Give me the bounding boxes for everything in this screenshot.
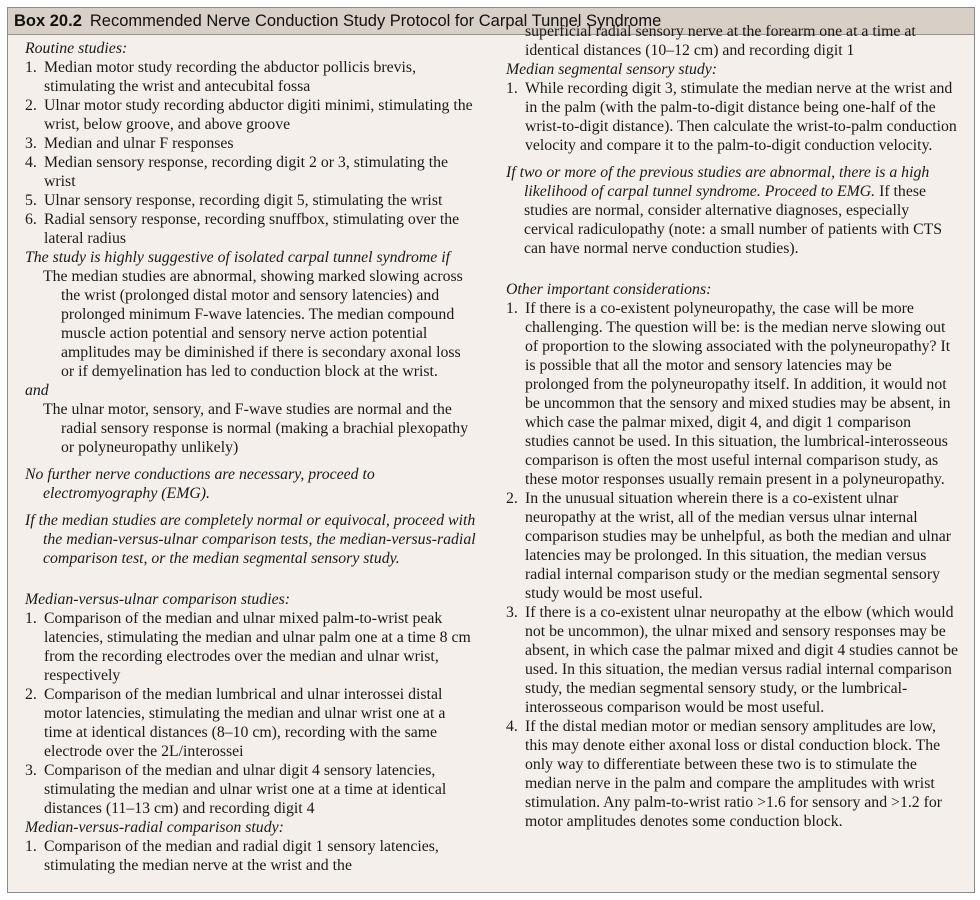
mvu-heading: Median-versus-ulnar comparison studies: — [25, 591, 291, 608]
routine-item: 1. Median motor study recording the abductor pollicis brevis, stimulating the wrist and antecubital fossa — [25, 59, 417, 95]
abnormal-italic-text: If two or more of the previous studies are abnormal, there is a high likelihood of carpal tunnel syndrome. Proceed to EMG. — [506, 164, 930, 200]
and-connector: and — [25, 382, 49, 399]
routine-item: 4. Median sensory response, recording digit 2 or 3, stimulating the wrist — [25, 154, 449, 190]
mvr-item: 1. Comparison of the median and radial digit 1 sensory latencies, stimulating the median nerve at the wrist and the — [25, 838, 439, 874]
routine-heading: Routine studies: — [25, 40, 128, 57]
box-number: Box 20.2 — [14, 11, 82, 30]
abnormal-rest-text: If these studies are normal, consider alternative diagnoses, especially cervical radiculopathy (note: a small number of patients with CTS can have normal nerve conduction studies). — [524, 183, 943, 257]
segmental-heading: Median segmental sensory study: — [506, 61, 718, 78]
mvu-item: 2. Comparison of the median lumbrical and ulnar interossei distal motor latencies, stimulating the median and ulnar wrist one at a time at identical distances (8–10 cm), recording with the same electrode over the 2L/interossei — [25, 686, 446, 760]
right-column — [506, 23, 958, 831]
mvu-item: 1. Comparison of the median and ulnar mixed palm-to-wrist peak latencies, stimulating the median and ulnar palm one at a time 8 cm from the recording electrodes over the median and ulnar wrist, respectively — [25, 610, 471, 684]
suggestive-median-text: The median studies are abnormal, showing marked slowing across the wrist (prolonged distal motor and sensory latencies) and prolonged minimum F-wave latencies. The median compound muscle action potential and sensory nerve action potential amplitudes may be diminished if there is secondary axonal loss or if demyelination has led to conduction block at the wrist. — [43, 268, 463, 380]
mvu-item: 3. Comparison of the median and ulnar digit 4 sensory latencies, stimulating the median and ulnar wrist one at a time at identical distances (11–13 cm) and recording digit 4 — [25, 762, 447, 817]
suggestive-heading: The study is highly suggestive of isolated carpal tunnel syndrome if — [25, 249, 451, 266]
if-normal-text: If the median studies are completely normal or equivocal, proceed with the median-versus-ulnar comparison tests, the median-versus-radial comparison test, or the median segmental sensory study. — [25, 512, 476, 567]
routine-item: 5. Ulnar sensory response, recording digit 5, stimulating the wrist — [25, 192, 443, 209]
suggestive-ulnar-text: The ulnar motor, sensory, and F-wave studies are normal and the radial sensory response is normal (making a brachial plexopathy or polyneuropathy unlikely) — [43, 401, 469, 456]
left-column — [25, 39, 477, 875]
segmental-item: 1. While recording digit 3, stimulate the median nerve at the wrist and in the palm (with the palm-to-digit distance being one-half of the wrist-to-digit distance). Then calculate the wrist-to-palm conduction velocity and compare it to the palm-to-digit conduction velocity. — [506, 80, 957, 154]
no-further-text: No further nerve conductions are necessary, proceed to electromyography (EMG). — [25, 466, 375, 502]
other-item: 3. If there is a co-existent ulnar neuropathy at the elbow (which would not be uncommon), the ulnar mixed and sensory responses may be absent, in which case the palmar mixed and digit 4 studies cannot be used. In this situation, the median versus radial internal comparison study, the median segmental sensory study, or the lumbrical-interosseous comparison would be most useful. — [506, 604, 958, 716]
other-item: 2. In the unusual situation wherein there is a co-existent ulnar neuropathy at the wrist, all of the median versus ulnar internal comparison studies may be unhelpful, as both the median and ulnar latencies may be prolonged. In this situation, the median versus radial internal comparison study or the median segmental sensory study would be most useful. — [506, 490, 951, 602]
box-title: Recommended Nerve Conduction Study Protocol for Carpal Tunnel Syndrome — [89, 11, 662, 30]
mvr-continued-text: superficial radial sensory nerve at the forearm one at a time at identical distances (10–12 cm) and recording digit 1 — [525, 23, 916, 59]
other-item: 4. If the distal median motor or median sensory amplitudes are low, this may denote either axonal loss or distal conduction block. The only way to differentiate between these two is to stimulate the median nerve in the palm and compare the amplitudes with wrist stimulation. Any palm-to-wrist ratio >1.6 for sensory and >1.2 for motor amplitudes denotes some conduction block. — [506, 718, 943, 830]
abnormal-text — [506, 163, 958, 258]
box-body — [8, 23, 974, 892]
routine-item: 2. Ulnar motor study recording abductor digiti minimi, stimulating the wrist, below groove, and above groove — [25, 97, 473, 133]
other-item: 1. If there is a co-existent polyneuropathy, the case will be more challenging. The question will be: is the median nerve slowing out of proportion to the slowing associated with the polyneuropathy? It is possible that all the motor and sensory latencies may be prolonged from the polyneuropathy itself. In addition, it would not be uncommon that the sensory and mixed studies may be absent, in which case the palmar mixed, digit 4, and digit 1 comparison studies cannot be used. In this situation, the lumbrical-interosseous comparison is often the most useful internal comparison study, as these motor responses usually remain present in a polyneuropathy. — [506, 300, 951, 488]
other-heading: Other important considerations: — [506, 281, 712, 298]
routine-item: 3. Median and ulnar F responses — [25, 135, 234, 152]
mvr-heading: Median-versus-radial comparison study: — [25, 819, 284, 836]
protocol-box — [7, 7, 975, 893]
routine-item: 6. Radial sensory response, recording snuffbox, stimulating over the lateral radius — [25, 211, 460, 247]
